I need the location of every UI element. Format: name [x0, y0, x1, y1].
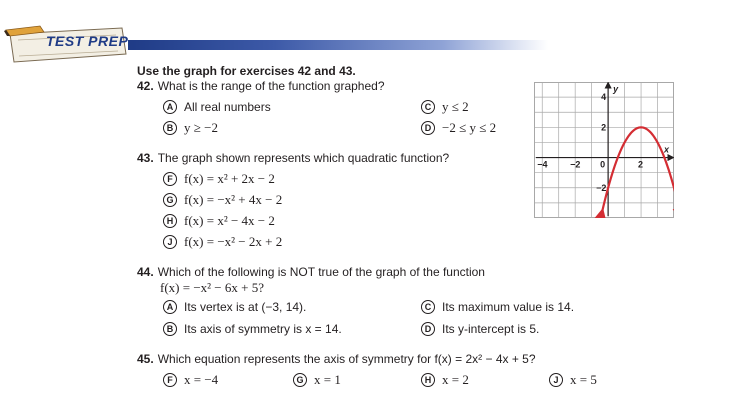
answer-option[interactable] — [163, 300, 306, 314]
answer-option[interactable] — [163, 193, 282, 207]
answer-option[interactable] — [163, 214, 275, 228]
answer-option[interactable] — [421, 121, 496, 135]
y-tick-label: 4 — [601, 92, 607, 103]
option-text: −2 ≤ y ≤ 2 — [442, 120, 497, 135]
parabola-curve — [602, 127, 674, 214]
grid-border — [535, 83, 674, 218]
answer-option[interactable] — [293, 373, 341, 387]
answer-option[interactable] — [421, 322, 539, 336]
answer-option[interactable] — [163, 322, 342, 336]
option-text: f(x) = x² − 4x − 2 — [184, 213, 275, 228]
question-number: 44. — [137, 265, 154, 279]
question-text: Which of the following is NOT true of the graph of the function — [157, 265, 485, 279]
question-45 — [137, 352, 536, 366]
x-axis-label: x — [664, 144, 670, 155]
answer-option[interactable] — [163, 172, 275, 186]
y-axis-label: y — [613, 84, 619, 94]
option-letter-badge: A — [163, 300, 177, 314]
option-text: f(x) = −x² + 4x − 2 — [184, 192, 283, 207]
x-tick-label: 0 — [600, 159, 606, 170]
option-text: x = −4 — [184, 372, 219, 387]
option-letter-badge: C — [421, 300, 435, 314]
question-44-function: f(x) = −x² − 6x + 5? — [160, 280, 264, 295]
option-letter-badge: C — [421, 100, 435, 114]
x-tick-label: 2 — [638, 159, 644, 170]
option-letter-badge: D — [421, 322, 435, 336]
answer-option[interactable] — [421, 100, 469, 114]
option-letter-badge: J — [163, 235, 177, 249]
option-letter-badge: F — [163, 172, 177, 186]
option-letter-badge: D — [421, 121, 435, 135]
option-text: f(x) = −x² − 2x + 2 — [184, 234, 283, 249]
x-tick-label: −2 — [570, 159, 581, 170]
y-tick-label: −2 — [596, 182, 607, 193]
option-text: All real numbers — [184, 100, 271, 114]
banner-title: TEST PREP — [46, 33, 129, 49]
test-prep-banner — [0, 18, 748, 70]
intro-text: Use the graph for exercises 42 and 43. — [137, 64, 356, 78]
answer-option[interactable] — [549, 373, 597, 387]
option-letter-badge: G — [163, 193, 177, 207]
question-number: 45. — [137, 352, 154, 366]
parabola-graph — [534, 82, 674, 218]
question-text: The graph shown represents which quadratic function? — [157, 151, 450, 165]
grid-lines — [534, 82, 674, 218]
option-text: Its vertex is at (−3, 14). — [184, 300, 307, 314]
option-text: Its maximum value is 14. — [442, 300, 575, 314]
question-number: 43. — [137, 151, 154, 165]
option-letter-badge: H — [421, 373, 435, 387]
banner-bar — [128, 40, 548, 50]
option-letter-badge: B — [163, 121, 177, 135]
option-text: Its axis of symmetry is x = 14. — [184, 322, 342, 336]
option-text: x = 5 — [570, 372, 597, 387]
coordinate-grid — [534, 82, 674, 218]
option-letter-badge: J — [549, 373, 563, 387]
question-44 — [137, 265, 485, 279]
question-text: Which equation represents the axis of symmetry for f(x) = 2x² − 4x + 5? — [157, 352, 536, 366]
answer-option[interactable] — [163, 121, 218, 135]
option-letter-badge: B — [163, 322, 177, 336]
answer-option[interactable] — [421, 373, 469, 387]
answer-option[interactable] — [163, 373, 218, 387]
question-text: What is the range of the function graphed? — [157, 79, 385, 93]
answer-option[interactable] — [163, 235, 282, 249]
option-text: x = 1 — [314, 372, 341, 387]
x-tick-label: −4 — [537, 159, 548, 170]
answer-option[interactable] — [163, 100, 271, 114]
option-text: f(x) = x² + 2x − 2 — [184, 171, 275, 186]
question-43 — [137, 151, 449, 165]
option-text: Its y-intercept is 5. — [442, 322, 540, 336]
question-number: 42. — [137, 79, 154, 93]
answer-option[interactable] — [421, 300, 574, 314]
option-text: y ≥ −2 — [184, 120, 218, 135]
option-letter-badge: A — [163, 100, 177, 114]
option-text: x = 2 — [442, 372, 469, 387]
y-tick-label: 2 — [601, 122, 607, 133]
option-letter-badge: F — [163, 373, 177, 387]
option-text: y ≤ 2 — [442, 99, 469, 114]
question-42 — [137, 79, 385, 93]
option-letter-badge: G — [293, 373, 307, 387]
option-letter-badge: H — [163, 214, 177, 228]
